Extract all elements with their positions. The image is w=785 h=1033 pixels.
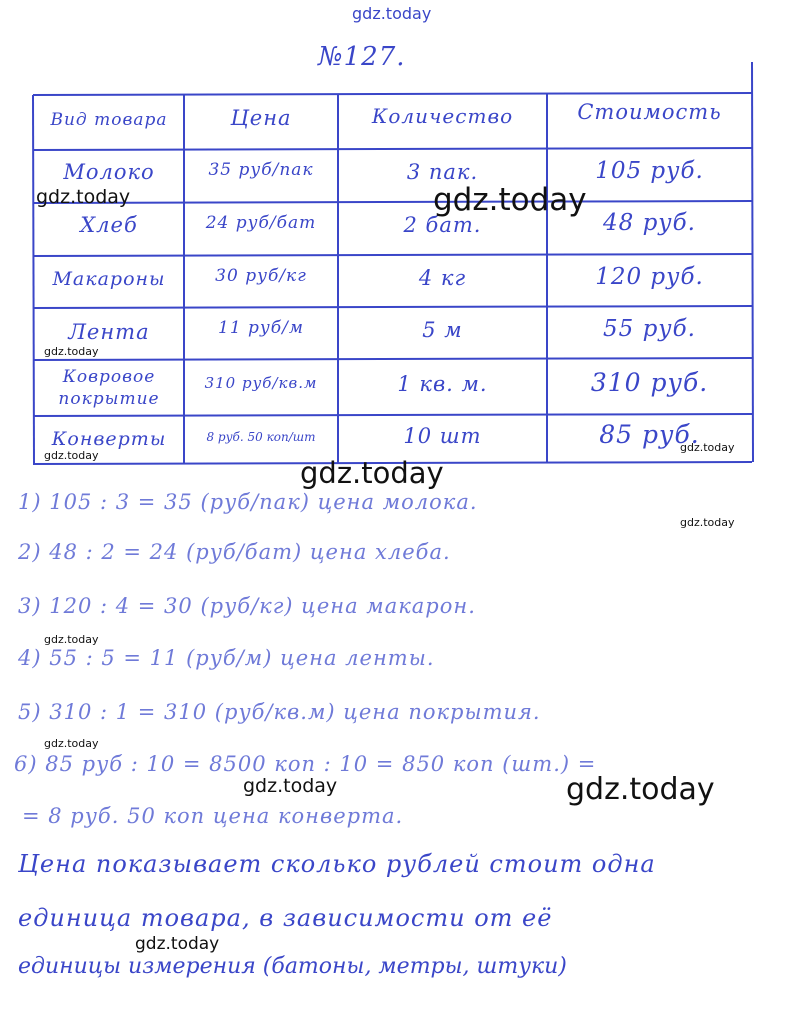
- header-quantity: Количество: [371, 104, 514, 128]
- watermark-top: gdz.today: [352, 4, 432, 23]
- row-3-price: 30 руб/кг: [215, 266, 307, 286]
- watermark: gdz.today: [44, 633, 99, 646]
- solution-step-4: 4) 55 : 5 = 11 (руб/м) цена ленты.: [18, 646, 435, 670]
- solution-step-2: 2) 48 : 2 = 24 (руб/бат) цена хлеба.: [18, 540, 451, 564]
- row-2-price: 24 руб/бат: [205, 213, 317, 233]
- solution-step-6: 6) 85 руб : 10 = 8500 коп : 10 = 850 коп (шт.) =: [14, 752, 597, 776]
- row-2-product: Хлеб: [80, 213, 138, 237]
- header-price: Цена: [230, 106, 292, 130]
- watermark: gdz.today: [44, 737, 99, 750]
- watermark: gdz.today: [680, 516, 735, 529]
- conclusion-line-2: единица товара, в зависимости от её: [18, 904, 553, 932]
- row-4-product: Лента: [68, 320, 150, 344]
- row-4-cost: 55 руб.: [603, 316, 696, 342]
- watermark: gdz.today: [44, 345, 99, 358]
- row-1-quantity: 3 пак.: [406, 160, 479, 184]
- row-1-product: Молоко: [63, 160, 155, 184]
- watermark: gdz.today: [680, 441, 735, 454]
- watermark: gdz.today: [243, 775, 338, 797]
- watermark: gdz.today: [433, 182, 587, 218]
- watermark: gdz.today: [300, 456, 444, 490]
- row-5-quantity: 1 кв. м.: [397, 372, 488, 396]
- problem-number: №127.: [318, 42, 406, 72]
- row-2-quantity: 2 бат.: [403, 213, 482, 237]
- solution-step-6-continued: = 8 руб. 50 коп цена конверта.: [22, 804, 404, 828]
- row-6-product: Конверты: [51, 428, 167, 450]
- row-5-price: 310 руб/кв.м: [204, 374, 318, 392]
- watermark: gdz.today: [44, 449, 99, 462]
- watermark: gdz.today: [566, 772, 715, 807]
- solution-step-3: 3) 120 : 4 = 30 (руб/кг) цена макарон.: [18, 594, 476, 618]
- conclusion-line-1: Цена показывает сколько рублей стоит одна: [18, 850, 656, 878]
- row-6-price: 8 руб. 50 коп/шт: [206, 430, 316, 444]
- row-5-cost: 310 руб.: [590, 368, 709, 397]
- row-3-quantity: 4 кг: [418, 266, 467, 290]
- header-cost: Стоимость: [577, 100, 722, 124]
- watermark: gdz.today: [36, 186, 131, 208]
- row-5-product: Ковровое покрытие: [58, 367, 160, 409]
- watermark: gdz.today: [135, 934, 220, 954]
- row-4-quantity: 5 м: [422, 318, 463, 342]
- header-product-type: Вид товара: [50, 110, 168, 130]
- row-6-quantity: 10 шт: [403, 424, 482, 448]
- row-6-cost: 85 руб.: [599, 420, 700, 449]
- solution-step-5: 5) 310 : 1 = 310 (руб/кв.м) цена покрытия.: [18, 700, 541, 724]
- row-1-price: 35 руб/пак: [208, 160, 314, 180]
- row-3-product: Макароны: [52, 268, 166, 290]
- solution-step-1: 1) 105 : 3 = 35 (руб/пак) цена молока.: [18, 490, 478, 514]
- row-2-cost: 48 руб.: [603, 210, 696, 236]
- row-4-price: 11 руб/м: [218, 318, 304, 338]
- conclusion-line-3: единицы измерения (батоны, метры, штуки): [18, 954, 567, 979]
- row-1-cost: 105 руб.: [595, 158, 704, 184]
- row-3-cost: 120 руб.: [595, 264, 704, 290]
